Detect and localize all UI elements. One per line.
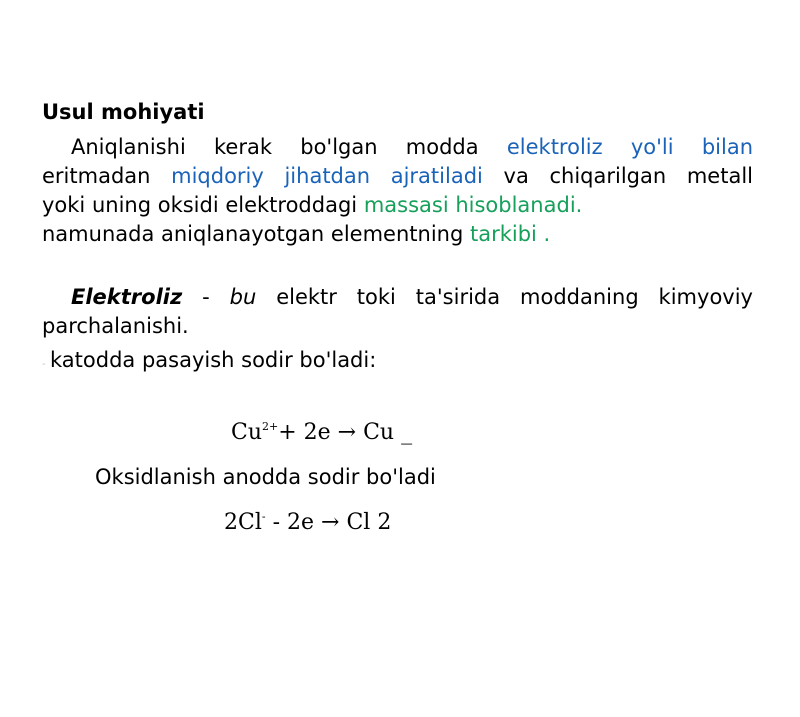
text-segment: yoki uning oksidi elektroddagi (42, 193, 358, 217)
paragraph-line (42, 283, 753, 312)
formula-rest: + 2e → Cu _ (278, 420, 413, 445)
highlight-mass: massasi hisoblanadi. (363, 193, 583, 217)
ion-charge: 2+ (262, 420, 279, 433)
paragraph-line (42, 346, 753, 379)
text-segment: elektr toki ta'sirida moddaning kimyoviy (276, 285, 753, 309)
dash: - (202, 285, 210, 309)
formula-rest: - 2e → Cl 2 (272, 510, 392, 535)
method-description-paragraph (42, 133, 753, 249)
cathode-reaction-formula (231, 420, 412, 445)
highlight-electrolysis: elektroliz yo'li bilan (506, 135, 754, 159)
cathode-paragraph (42, 346, 753, 379)
paragraph-line (42, 133, 753, 162)
text-segment: katodda pasayish sodir bo'ladi: (50, 348, 377, 372)
highlight-content: tarkibi . (469, 222, 551, 246)
paragraph-line (42, 191, 753, 220)
paragraph-line (42, 220, 753, 249)
ion-charge: - (261, 510, 266, 523)
text-segment: namunada aniqlanayotgan elementning (42, 222, 464, 246)
anode-oxidation-text: Oksidlanish anodda sodir bo'ladi (95, 465, 436, 489)
bullet-marker: - (42, 359, 46, 370)
highlight-quantitative: miqdoriy jihatdan ajratiladi (171, 164, 483, 188)
paragraph-line (42, 162, 753, 191)
anode-reaction-formula (224, 510, 391, 535)
paragraph-line: parchalanishi. (42, 314, 189, 338)
text-segment: Aniqlanishi kerak bo'lgan modda (71, 135, 479, 159)
text-segment: eritmadan (42, 164, 151, 188)
electrolysis-definition-paragraph (42, 283, 753, 341)
word-bu: bu (229, 285, 257, 309)
section-heading: Usul mohiyati (42, 100, 205, 124)
text-segment: va chiqarilgan metall (503, 164, 753, 188)
formula-base: 2Cl (224, 510, 262, 535)
term-elektroliz: Elektroliz (71, 285, 183, 309)
formula-base: Cu (231, 420, 263, 445)
